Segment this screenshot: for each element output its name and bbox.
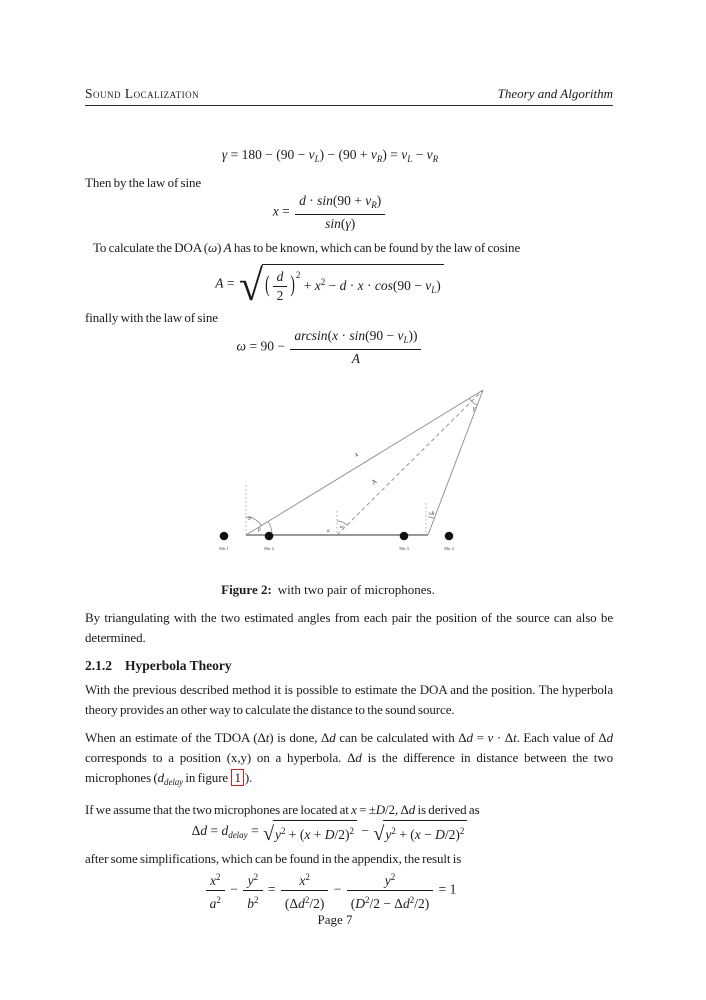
- section-number: 2.1.2: [85, 658, 112, 674]
- label-v-right: vR: [429, 512, 435, 518]
- equation-delta-d: $\Delta d = d_{delay}$ = √ $y^2 + (x + D/2)^2$ − √ $y^2 + (x - D/2)^2$: [47, 820, 613, 844]
- mic-dot-1: [220, 532, 229, 541]
- figure-caption: [43, 582, 613, 598]
- side-x-line: [246, 390, 483, 535]
- section-title: Hyperbola Theory: [125, 658, 232, 674]
- figure-caption-text: with two pair of microphones.: [277, 582, 435, 598]
- angle-arc-vr: [428, 517, 434, 518]
- paragraph-assume: If we assume that the two microphones are located at x = ±D/2, Δd is derived as: [85, 802, 480, 818]
- paragraph-simplifications: after some simplifications, which can be found in the appendix, the result is: [85, 850, 462, 866]
- page-header: [85, 86, 613, 106]
- paragraph-triangulate: By triangulating with the two estimated angles from each pair the position of the source can also be determined.: [85, 610, 613, 646]
- mic-label-2: Mic 2: [264, 546, 274, 552]
- paragraph-tdoa: When an estimate of the TDOA (Δt) is done, Δd can be calculated with Δd = v · Δt. Each value of Δd corresponds to a position (x,y) on a hyperbola. Δd is the difference in distance between the two microphones ($d_{delay}$ in figure 1 ).: [85, 730, 613, 788]
- equation-omega: ω = 90 − $\frac{\arcsin(x \cdot \sin(90 - v_L))}{A}$: [47, 328, 613, 367]
- equation-hyperbola: $\frac{x^2}{a^2}$ − $\frac{y^2}{b^2}$ = $\frac{x^2}{(\Delta d^2/2)}$ − $\frac{y^2}{(D^2/2 - \Delta d^2/2)}$ = 1: [47, 869, 613, 912]
- figure-caption-label: Figure 2:: [221, 582, 272, 598]
- label-A: A: [369, 478, 379, 487]
- equation-x-law-of-sine: x = $\frac{d \cdot \sin(90 + v_R)}{\sin(\gamma)}$: [47, 193, 613, 232]
- section-heading: [85, 658, 613, 674]
- equation-A-law-of-cosine: A = √ ( $\frac{d}{2}$ )$^2 + x^2 - d \cdot x \cdot \cos(90 - v_L)$: [47, 264, 613, 304]
- mic-label-4: Mic 4: [444, 546, 454, 552]
- paragraph-then-law-of-sine: Then by the law of sine: [85, 175, 202, 190]
- label-omega: ω: [340, 525, 344, 531]
- page-number: Page 7: [317, 912, 353, 927]
- running-head-right: Theory and Algorithm: [497, 86, 613, 101]
- label-x: x: [352, 450, 360, 460]
- running-head-left: Sound Localization: [85, 86, 200, 101]
- label-v-left: vL: [247, 515, 254, 523]
- mic-label-1: Mic 1: [219, 546, 229, 552]
- label-beta: β: [258, 528, 261, 534]
- figure-2-diagram: [0, 373, 706, 558]
- microphone-triangle-figure: [0, 373, 706, 558]
- side-A-dashed-line: [337, 390, 483, 535]
- paragraph-finally-law-of-sine: finally with the law of sine: [85, 310, 218, 326]
- paragraph-hyperbola-intro: With the previous described method it is possible to estimate the DOA and the position. The hyperbola theory provides an other way to calculate the distance to the sound source.: [85, 682, 613, 718]
- mic-dot-2: [265, 532, 274, 541]
- equation-gamma: $\gamma = 180 - (90 - v_L) - (90 + v_R) = v_L - v_R$: [221, 147, 439, 164]
- mic-dot-4: [445, 532, 454, 541]
- paragraph-doa-cosine: To calculate the DOA (ω) A has to be known, which can be found by the law of cosine: [93, 240, 521, 255]
- mic-label-3: Mic 3: [399, 546, 409, 552]
- label-alpha: α: [327, 529, 330, 535]
- label-gamma: γ: [473, 406, 476, 413]
- mic-dot-3: [400, 532, 409, 541]
- figure-ref-link[interactable]: 1: [231, 769, 243, 786]
